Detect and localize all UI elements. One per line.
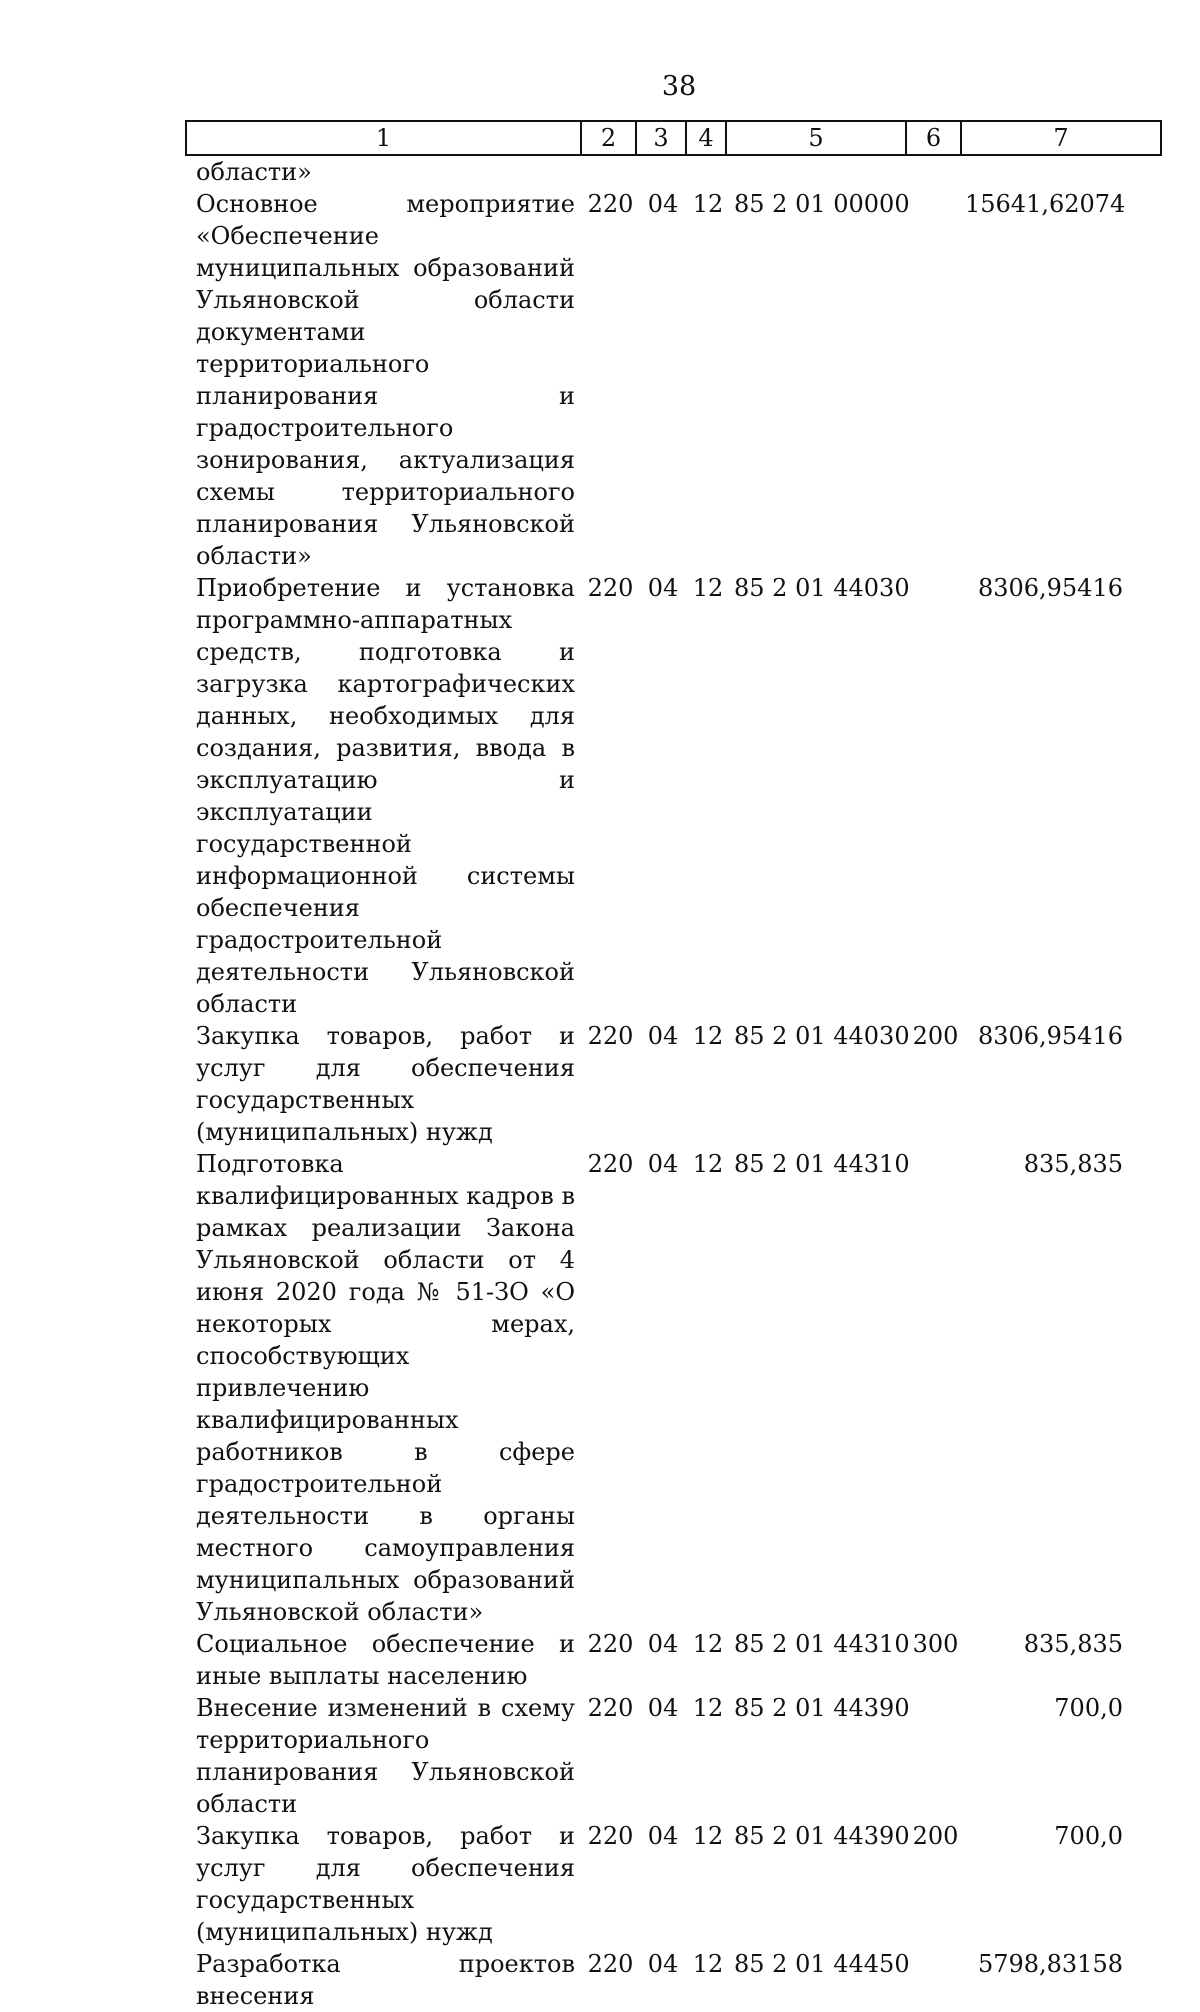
row-c4: 12 <box>692 1630 724 1658</box>
header-col-3: 3 <box>636 121 686 155</box>
row-c6: 300 <box>912 1630 959 1658</box>
row-name: Основное мероприятие «Обеспечение муниципальных образований Ульяновской области документами территориального планирования и градостроительного зонирования, актуализация схемы территориального планирования Ульяновской области» <box>196 190 575 570</box>
table-body <box>186 155 1161 2012</box>
table-header <box>186 121 1161 155</box>
row-c4: 12 <box>692 574 724 602</box>
row-name: Закупка товаров, работ и услуг для обеспечения государственных (муниципальных) нужд <box>196 1822 575 1946</box>
row-c3: 04 <box>647 1694 679 1722</box>
row-c7: 835,835 <box>1023 1630 1123 1658</box>
row-c6 <box>906 155 961 188</box>
row-c6: 200 <box>912 1022 959 1050</box>
row-c2: 220 <box>587 1022 634 1050</box>
row-c2 <box>581 155 636 188</box>
row-c2: 220 <box>587 1694 634 1722</box>
row-name: области» <box>196 158 312 186</box>
row-c3: 04 <box>647 1150 679 1178</box>
row-c7: 700,0 <box>1054 1822 1123 1850</box>
row-c7: 835,835 <box>1023 1150 1123 1178</box>
row-c2: 220 <box>587 574 634 602</box>
row-c7: 5798,83158 <box>977 1950 1123 1978</box>
header-col-2: 2 <box>581 121 636 155</box>
row-c2: 220 <box>587 190 634 218</box>
row-c2: 220 <box>587 1822 634 1850</box>
table-row <box>186 572 1161 1020</box>
row-c5: 85 2 01 44310 <box>734 1150 910 1178</box>
row-c3: 04 <box>647 1822 679 1850</box>
row-c6 <box>906 1948 961 2012</box>
row-c3: 04 <box>647 1630 679 1658</box>
row-c7: 15641,62074 <box>965 190 1126 218</box>
row-c5: 85 2 01 44450 <box>734 1950 910 1978</box>
header-col-4: 4 <box>686 121 726 155</box>
row-c7 <box>961 155 1161 188</box>
row-c5: 85 2 01 44390 <box>734 1822 910 1850</box>
row-c5 <box>726 155 906 188</box>
table-row <box>186 1820 1161 1948</box>
row-name: Закупка товаров, работ и услуг для обеспечения государственных (муниципальных) нужд <box>196 1022 575 1146</box>
row-name: Социальное обеспечение и иные выплаты населению <box>196 1630 575 1690</box>
row-c6 <box>906 188 961 572</box>
row-c5: 85 2 01 44030 <box>734 1022 910 1050</box>
row-c3: 04 <box>647 1022 679 1050</box>
row-c6 <box>906 572 961 1020</box>
row-c4: 12 <box>692 1150 724 1178</box>
row-c6 <box>906 1148 961 1628</box>
table-row <box>186 1948 1161 2012</box>
header-col-7: 7 <box>961 121 1161 155</box>
row-c7: 8306,95416 <box>977 574 1123 602</box>
page-number: 38 <box>661 71 697 102</box>
row-name: Разработка проектов внесения <box>196 1950 575 2010</box>
table-row <box>186 1148 1161 1628</box>
row-name: Подготовка квалифицированных кадров в рамках реализации Закона Ульяновской области от 4 июня 2020 года № 51-ЗО «О некоторых мерах, способствующих привлечению квалифицированных работников в сфере градостроительной деятельности в органы местного самоуправления муниципальных образований Ульяновской области» <box>196 1150 575 1626</box>
table-row <box>186 1020 1161 1148</box>
table-row <box>186 188 1161 572</box>
row-c6 <box>906 1692 961 1820</box>
row-c4: 12 <box>692 1822 724 1850</box>
table-row <box>186 1692 1161 1820</box>
row-c3: 04 <box>647 1950 679 1978</box>
row-c5: 85 2 01 44310 <box>734 1630 910 1658</box>
table-row <box>186 1628 1161 1692</box>
row-c7: 8306,95416 <box>977 1022 1123 1050</box>
row-name: Приобретение и установка программно-аппаратных средств, подготовка и загрузка картографических данных, необходимых для создания, развития, ввода в эксплуатацию и эксплуатации государственной информационной системы обеспечения градостроительной деятельности Ульяновской области <box>196 574 575 1018</box>
table-row <box>186 155 1161 188</box>
header-col-6: 6 <box>906 121 961 155</box>
row-c4 <box>686 155 726 188</box>
row-c2: 220 <box>587 1150 634 1178</box>
row-c6: 200 <box>912 1822 959 1850</box>
row-c2: 220 <box>587 1630 634 1658</box>
row-c3: 04 <box>647 190 679 218</box>
row-name: Внесение изменений в схему территориального планирования Ульяновской области <box>196 1694 575 1818</box>
row-c2: 220 <box>587 1950 634 1978</box>
row-c4: 12 <box>692 1694 724 1722</box>
header-col-5: 5 <box>726 121 906 155</box>
row-c4: 12 <box>692 190 724 218</box>
row-c3 <box>636 155 686 188</box>
header-row <box>186 121 1161 155</box>
row-c4: 12 <box>692 1950 724 1978</box>
row-c3: 04 <box>647 574 679 602</box>
row-c5: 85 2 01 44030 <box>734 574 910 602</box>
row-c5: 85 2 01 44390 <box>734 1694 910 1722</box>
header-col-1: 1 <box>186 121 581 155</box>
budget-table <box>185 120 1162 2012</box>
row-c7: 700,0 <box>1054 1694 1123 1722</box>
row-c4: 12 <box>692 1022 724 1050</box>
row-c5: 85 2 01 00000 <box>734 190 910 218</box>
